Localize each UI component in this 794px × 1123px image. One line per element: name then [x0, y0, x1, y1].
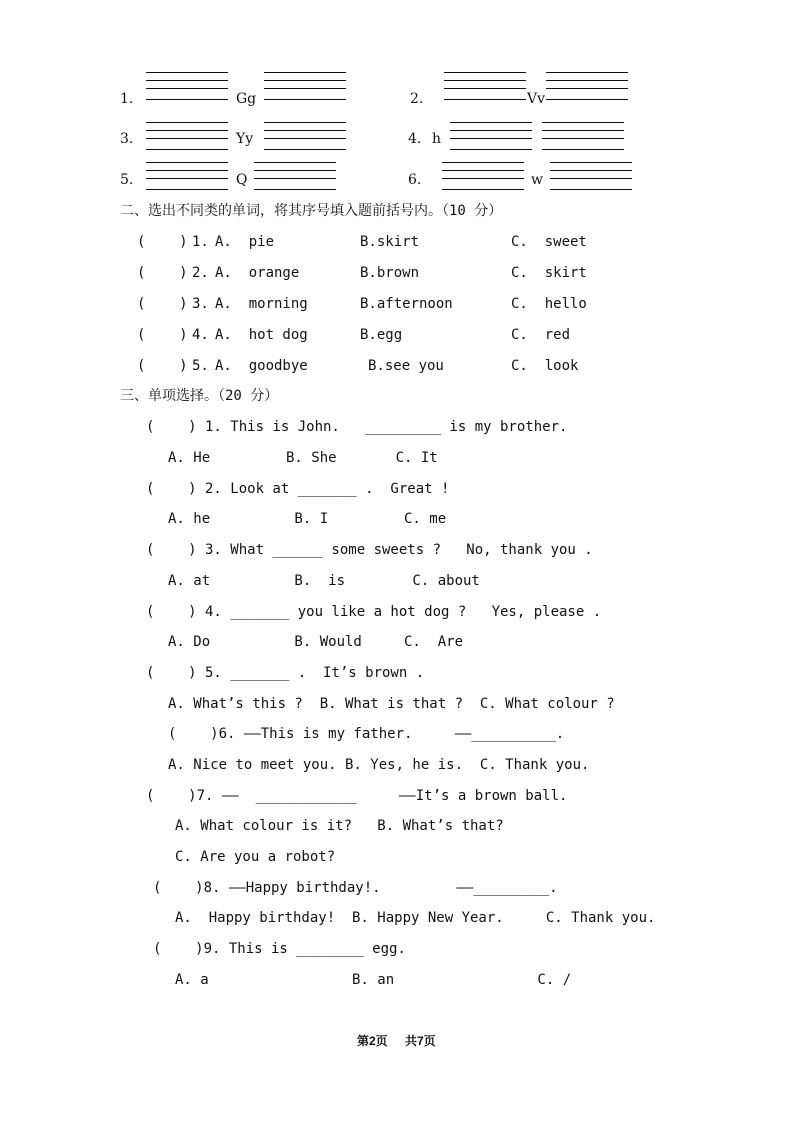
options-line: A. Nice to meet you. B. Yes, he is. C. Thank you.	[168, 757, 590, 773]
option-c: C. look	[511, 358, 579, 374]
option-b: B.afternoon	[360, 296, 453, 312]
answer-bracket[interactable]: ( )	[137, 358, 188, 374]
section-heading: 三、单项选择。（20 分）	[120, 388, 279, 404]
options-line: A. at B. is C. about	[168, 573, 480, 589]
page-number: 第2页	[357, 1034, 388, 1048]
question-line: ( )8. ——Happy birthday!. ——_________.	[153, 880, 558, 896]
option-a: A. orange	[215, 265, 300, 281]
item-number: 4.	[408, 131, 422, 147]
option-c: C. red	[511, 327, 571, 343]
options-line: A. He B. She C. It	[168, 450, 438, 466]
writing-lines[interactable]	[450, 122, 532, 152]
option-a: A. hot dog	[215, 327, 308, 343]
answer-bracket[interactable]: ( )	[137, 265, 188, 281]
item-number: 2.	[410, 91, 424, 107]
option-a: A. pie	[215, 234, 275, 250]
options-line: C. Are you a robot?	[175, 849, 336, 865]
question-line: ( ) 4. _______ you like a hot dog ? Yes, please .	[146, 604, 602, 620]
writing-lines[interactable]	[264, 72, 346, 102]
question-line: ( ) 1. This is John. _________ is my brother.	[146, 419, 568, 435]
given-letter: Gg	[236, 91, 257, 107]
options-line: A. Happy birthday! B. Happy New Year. C. Thank you.	[175, 910, 656, 926]
writing-lines[interactable]	[254, 162, 336, 192]
answer-bracket[interactable]: ( )	[137, 327, 188, 343]
option-b: B.egg	[360, 327, 403, 343]
writing-lines[interactable]	[444, 72, 526, 102]
writing-lines[interactable]	[146, 162, 228, 192]
question-line: ( ) 3. What ______ some sweets ? No, thank you .	[146, 542, 593, 558]
section-heading: 二、选出不同类的单词，将其序号填入题前括号内。（10 分）	[120, 203, 503, 219]
writing-lines[interactable]	[442, 162, 524, 192]
question-line: ( ) 5. _______ . It’s brown .	[146, 665, 425, 681]
answer-bracket[interactable]: ( )	[137, 296, 188, 312]
options-line: A. a B. an C. /	[175, 972, 572, 988]
writing-lines[interactable]	[546, 72, 628, 102]
item-number: 6.	[408, 172, 422, 188]
options-line: A. he B. I C. me	[168, 511, 447, 527]
option-b: B.brown	[360, 265, 420, 281]
given-letter: Yy	[236, 131, 254, 147]
answer-bracket[interactable]: ( )	[137, 234, 188, 250]
given-letter: h	[432, 131, 442, 147]
question-line: ( )9. This is ________ egg.	[153, 941, 406, 957]
item-number: 3.	[120, 131, 134, 147]
options-line: A. Do B. Would C. Are	[168, 634, 464, 650]
question-number: 1.	[192, 234, 209, 250]
question-number: 2.	[192, 265, 209, 281]
option-c: C. hello	[511, 296, 587, 312]
option-b: B.skirt	[360, 234, 420, 250]
question-number: 4.	[192, 327, 209, 343]
option-b: B.see you	[368, 358, 444, 374]
option-a: A. goodbye	[215, 358, 308, 374]
options-line: A. What’s this ? B. What is that ? C. What colour ?	[168, 696, 615, 712]
given-letter: Q	[236, 172, 248, 188]
question-number: 3.	[192, 296, 209, 312]
question-line: ( )7. —— ____________ ——It’s a brown ball.	[146, 788, 568, 804]
writing-lines[interactable]	[146, 72, 228, 102]
question-line: ( )6. ——This is my father. ——__________.	[168, 726, 565, 742]
item-number: 5.	[120, 172, 134, 188]
option-a: A. morning	[215, 296, 308, 312]
given-letter: Vv	[527, 91, 546, 107]
total-pages: 共7页	[405, 1034, 436, 1048]
writing-lines[interactable]	[542, 122, 624, 152]
question-line: ( ) 2. Look at _______ . Great !	[146, 481, 450, 497]
option-c: C. sweet	[511, 234, 587, 250]
given-letter: w	[531, 172, 543, 188]
options-line: A. What colour is it? B. What’s that?	[175, 818, 504, 834]
item-number: 1.	[120, 91, 134, 107]
question-number: 5.	[192, 358, 209, 374]
writing-lines[interactable]	[264, 122, 346, 152]
writing-lines[interactable]	[550, 162, 632, 192]
option-c: C. skirt	[511, 265, 587, 281]
writing-lines[interactable]	[146, 122, 228, 152]
